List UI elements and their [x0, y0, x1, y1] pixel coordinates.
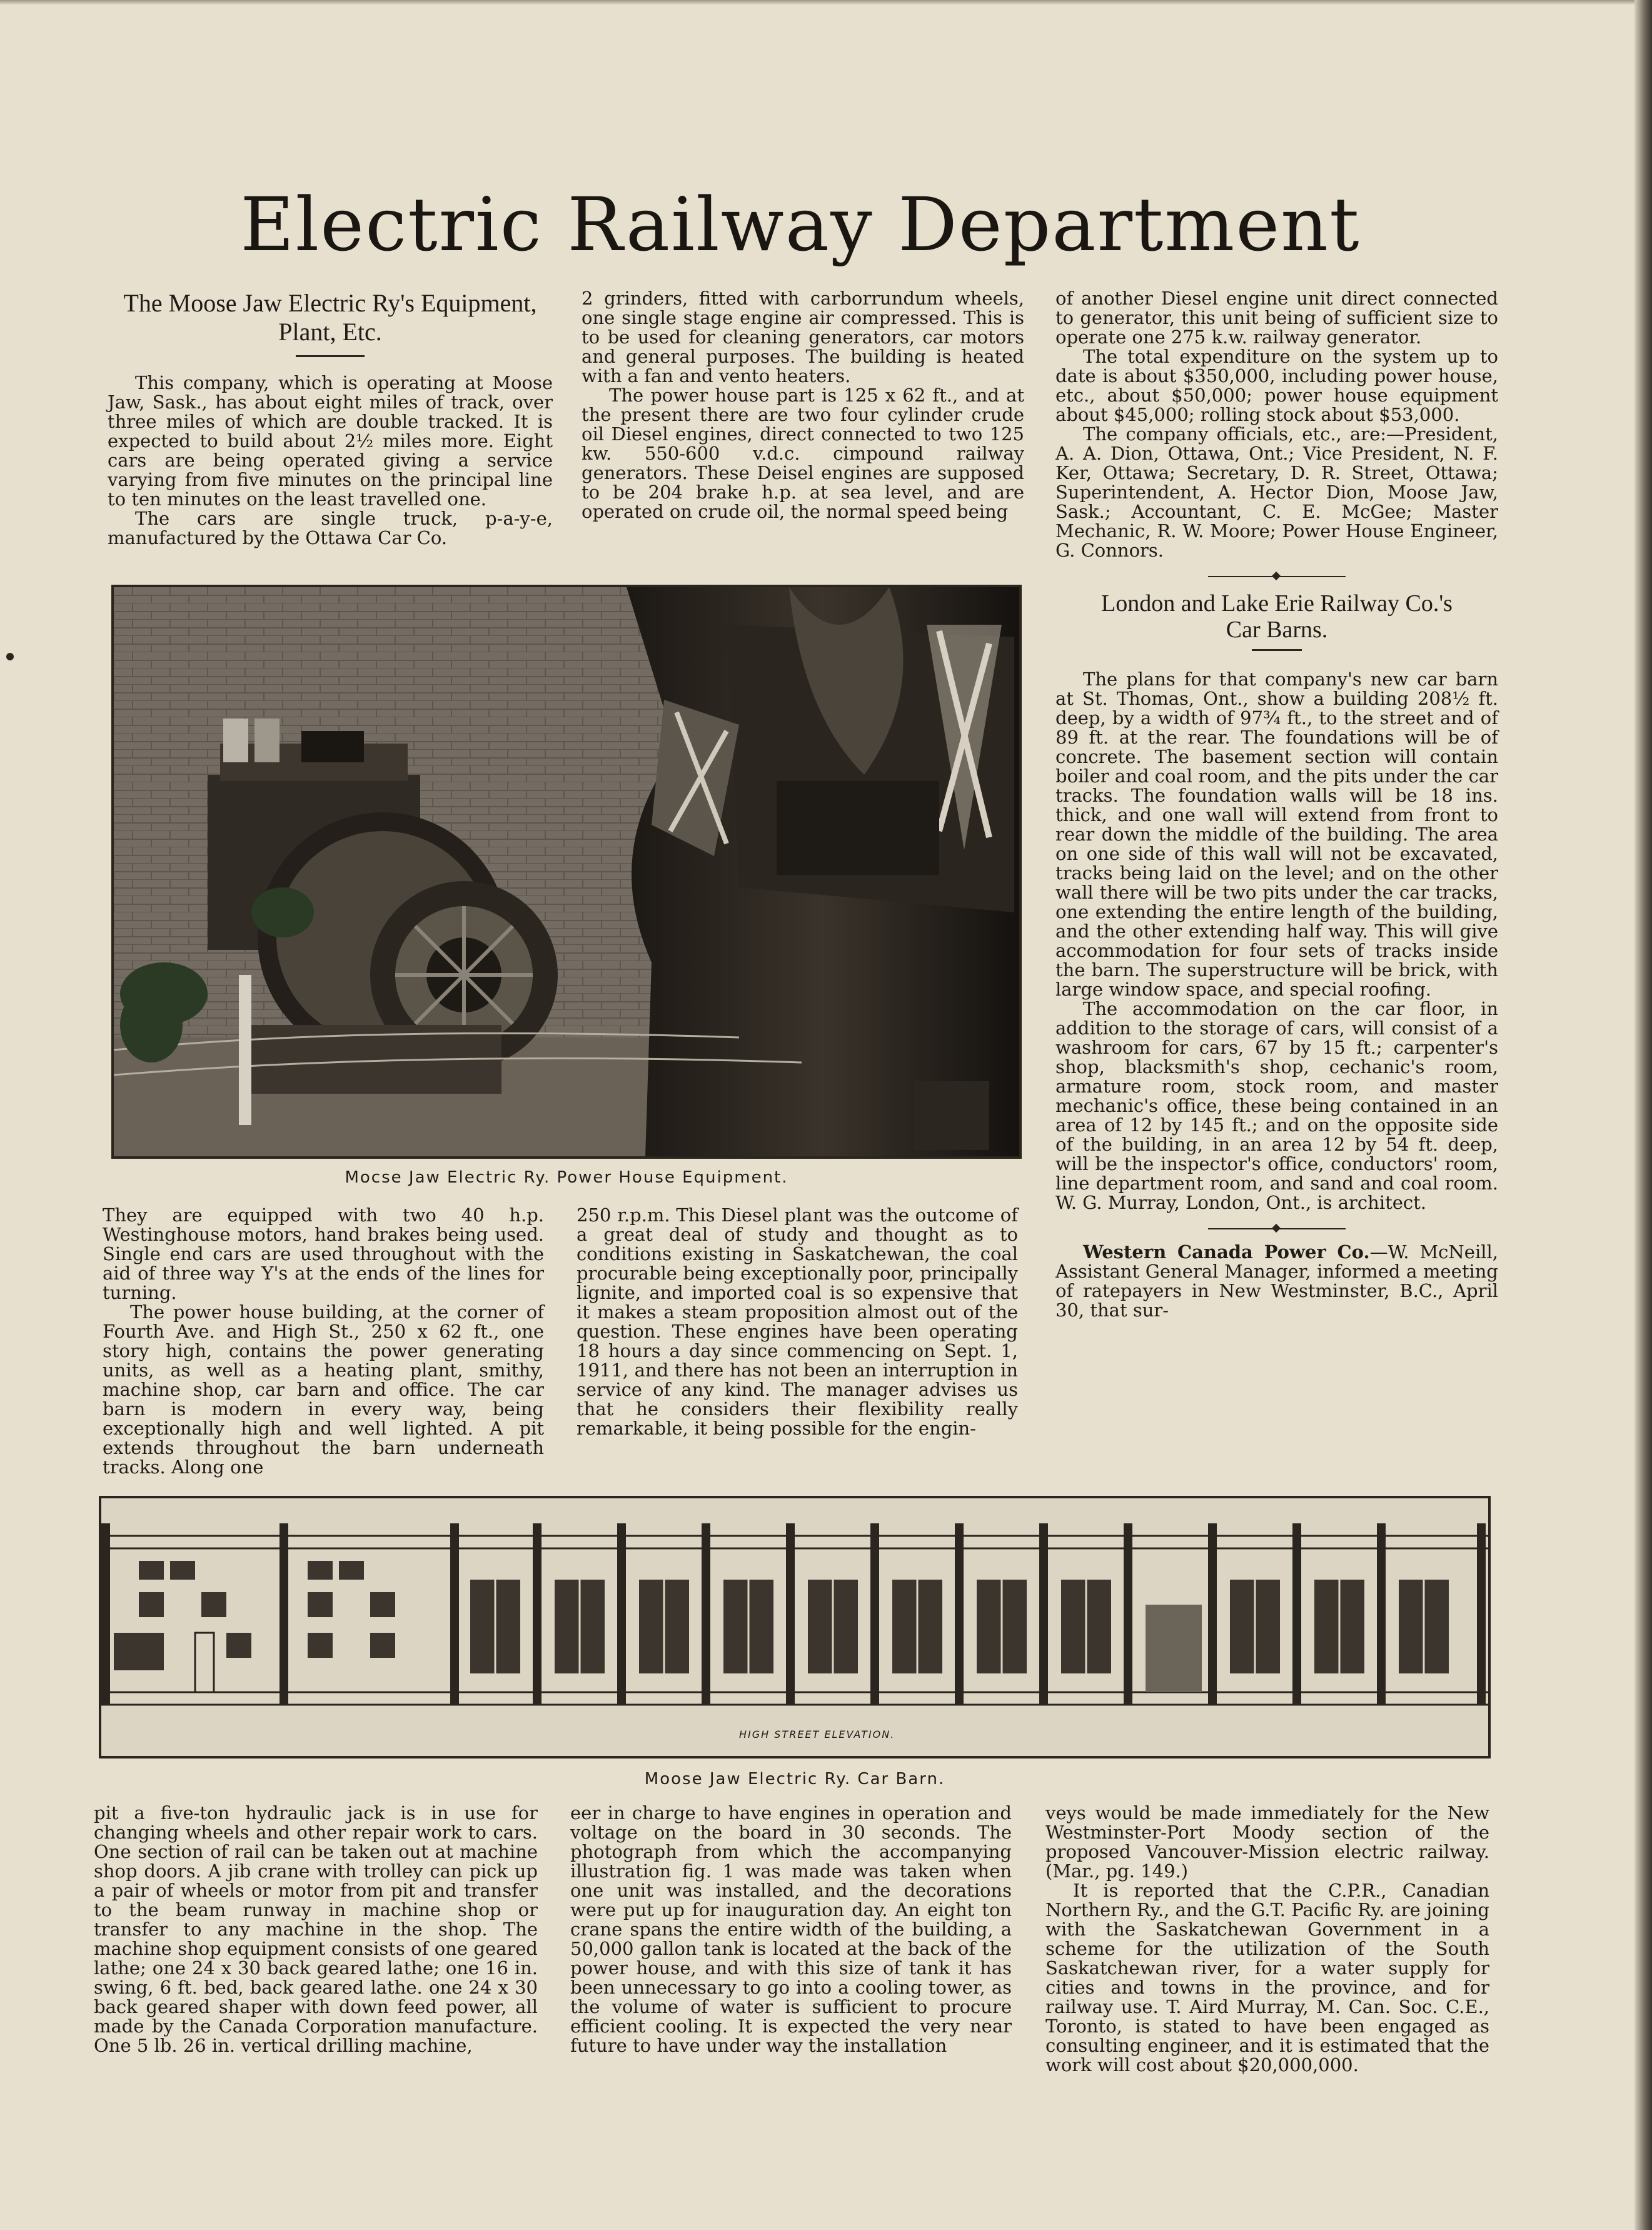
- paragraph: 250 r.p.m. This Diesel plant was the outcome of a great deal of study and thought as to conditions existing in Saskatchewan, the coal procurable being exceptionally poor, principally lignite, and imported coal is so expensive that it makes a steam proposition almost out of the question. These engines have been operating 18 hours a day since commencing on Sept. 1, 1911, and there has not been an interruption in service of any kind. The manager advises us that he considers their flexibility really remarkable, it being possible for the engin-: [577, 1204, 1018, 1439]
- article3-company: Western Canada Power Co.: [1083, 1241, 1370, 1263]
- paragraph: This company, which is operating at Moose Jaw, Sask., has about eight miles of track, over three miles of which are double tracked. It is expected to build about 2½ miles more. Eight cars are being operated giving a service varying from five minutes on the principal line to ten minutes on the least travelled one.: [108, 372, 553, 510]
- paragraph: The accommodation on the car floor, in addition to the storage of cars, will consist of a washroom for cars, 67 by 15 ft.; carpenter's shop, blacksmith's shop, cechanic's room, armature room, stock room, and master mechanic's office, these being contained in an area of 12 by 145 ft.; and on the opposite side of the building, in an area 12 by 54 ft. deep, will be the inspector's office, conductors' room, line department room, and sand and coal room. W. G. Murray, London, Ont., is architect.: [1055, 998, 1498, 1213]
- paragraph: eer in charge to have engines in operation and voltage on the board in 30 seconds. The photograph from which the accompanying illustration fig. 1 was made was taken when one unit was installed, and the decorations were put up for inauguration day. An eight ton crane spans the entire width of the building, a 50,000 gallon tank is located at the back of the power house, and with this size of tank it has been unnecessary to go into a cooling tower, as the volume of water is sufficient to procure efficient cooling. It is expected the very near future to have under way the installation: [570, 1802, 1012, 2056]
- section-ornament: [1208, 572, 1346, 582]
- article2-text: [1055, 670, 1498, 1213]
- article3-col: [1045, 1804, 1489, 2075]
- page-mark: [6, 653, 14, 660]
- article1-heading: The Moose Jaw Electric Ry's Equipment, Plant, Etc.: [123, 289, 537, 346]
- paragraph: The power house building, at the corner of Fourth Ave. and High St., 250 x 62 ft., one story high, contains the power generating units, as well as a heating plant, smithy, machine shop, car barn and office. The car barn is modern in every way, being exceptionally high and well lighted. A pit extends throughout the barn underneath tracks. Along one: [103, 1301, 544, 1478]
- section-ornament: [1208, 1224, 1346, 1234]
- paragraph: 2 grinders, fitted with carborrundum wheels, one single stage engine air compressed. This is to be used for cleaning generators, car motors and general purposes. The building is heated with a fan and vento heaters.: [582, 288, 1024, 386]
- article1-bot-col1: [94, 1804, 538, 2056]
- power-house-engine-photo: [111, 585, 1022, 1159]
- article1-top-col2: [582, 289, 1024, 522]
- paragraph: The total expenditure on the system up to date is about $350,000, including power house, etc., about $50,000; power house equipment about $45,000; rolling stock about $53,000.: [1055, 346, 1498, 425]
- article2-heading: London and Lake Erie Railway Co.'s Car Barns.: [1101, 590, 1453, 643]
- drawing-caption: Moose Jaw Electric Ry. Car Barn.: [644, 1770, 945, 1789]
- article1-mid-col1: [103, 1206, 544, 1477]
- heading-rule: [1252, 649, 1302, 651]
- heading-rule: [296, 355, 365, 357]
- elevation-illustration: [101, 1498, 1488, 1756]
- paragraph: They are equipped with two 40 h.p. Westinghouse motors, hand brakes being used. Single end cars are used throughout with the aid of three way Y's at the ends of the lines for turning.: [103, 1204, 544, 1303]
- photo-illustration: [114, 587, 1019, 1156]
- car-barn-elevation-drawing: [99, 1496, 1491, 1758]
- article1-bot-col2: [570, 1804, 1012, 2056]
- drawing-label: HIGH STREET ELEVATION.: [739, 1728, 895, 1740]
- paragraph: The power house part is 125 x 62 ft., and at the present there are two four cylinder crude oil Diesel engines, direct connected to two 125 kw. 550-600 v.d.c. cimpound railway generators. These Deisel engines are supposed to be 204 brake h.p. at sea level, and are operated on crude oil, the normal speed being: [582, 385, 1024, 522]
- article1-col1-text: [108, 373, 553, 548]
- page-binding-edge: [1634, 0, 1652, 2230]
- page-top-shadow: [0, 0, 1652, 5]
- paragraph: pit a five-ton hydraulic jack is in use for changing wheels and other repair work to cars. One section of rail can be taken out at machine shop doors. A jib crane with trolley can pick up a pair of wheels or motor from pit and transfer to the beam runway in machine shop or transfer to any machine in the shop. The machine shop equipment consists of one geared lathe; one 24 x 30 back geared lathe; one 16 in. swing, 6 ft. bed, back geared lathe. one 24 x 30 back geared shaper with down feed power, all made by the Canada Corporation manufacture. One 5 lb. 26 in. vertical drilling machine,: [94, 1802, 538, 2056]
- article1-mid-col2: [577, 1206, 1018, 1438]
- paragraph: of another Diesel engine unit direct connected to generator, this unit being of sufficient size to operate one 275 k.w. railway generator.: [1055, 288, 1498, 348]
- paragraph: The cars are single truck, p-a-y-e, manufactured by the Ottawa Car Co.: [108, 508, 553, 548]
- photo-caption: Mocse Jaw Electric Ry. Power House Equipment.: [345, 1168, 788, 1187]
- article1-top-col1: [108, 289, 553, 548]
- article3-lead-text: —W. McNeill, Assistant General Manager, informed a meeting of ratepayers in New Westminster, B.C., April 30, that sur-: [1055, 1241, 1498, 1321]
- right-column: [1055, 289, 1498, 1320]
- paragraph: It is reported that the C.P.R., Canadian Northern Ry., and the G.T. Pacific Ry. are joining with the Saskatchewan Government in a scheme for the utilization of the South Saskatchewan river, for a water supply for cities and towns in the province, and for railway use. T. Aird Murray, M. Can. Soc. C.E., Toronto, is stated to have been engaged as consulting engineer, and it is estimated that the work will cost about $20,000,000.: [1045, 1880, 1489, 2076]
- page-title: Electric Railway Department: [240, 181, 1361, 268]
- paragraph: The plans for that company's new car barn at St. Thomas, Ont., show a building 208½ ft. deep, by a width of 97¾ ft., to the street and of 89 ft. at the rear. The foundations will be of concrete. The basement section will contain boiler and coal room, and the pits under the car tracks. The foundation walls will be 18 ins. thick, and one wall will extend from front to rear down the middle of the building. The area on one side of this wall will not be excavated, tracks being laid on the level; and on the other wall there will be two pits under the car tracks, one extending the entire length of the building, and the other extending half way. This will give accommodation for four sets of tracks inside the barn. The superstructure will be brick, with large window space, and special roofing.: [1055, 668, 1498, 1000]
- paragraph: The company officials, etc., are:—President, A. A. Dion, Ottawa, Ont.; Vice President, N. F. Ker, Ottawa; Secretary, D. R. Street, Ottawa; Superintendent, A. Hector Dion, Moose Jaw, Sask.; Accountant, C. E. McGee; Master Mechanic, R. W. Moore; Power House Engineer, G. Connors.: [1055, 423, 1498, 561]
- paragraph: veys would be made immediately for the New Westminster-Port Moody section of the proposed Vancouver-Mission electric railway. (Mar., pg. 149.): [1045, 1802, 1489, 1882]
- article1-col3-text: [1055, 289, 1498, 560]
- article3-lead: [1055, 1243, 1498, 1320]
